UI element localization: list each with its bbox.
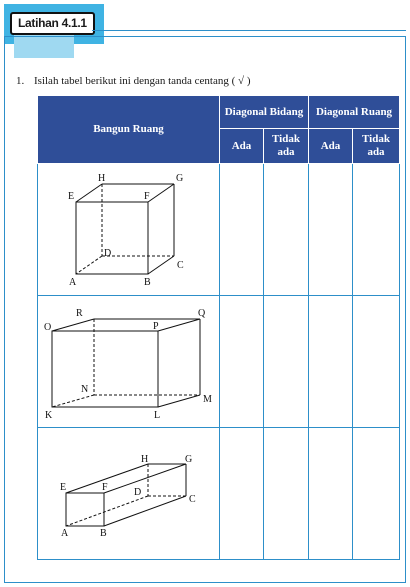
figure-cell-cube (38, 164, 220, 296)
table-row (38, 428, 400, 560)
cube-figure (38, 164, 220, 295)
vertex-label-A: A (61, 528, 69, 539)
prism-figure (38, 428, 220, 559)
header-bidang-ada: Ada (220, 129, 264, 164)
vertex-label-M: M (203, 394, 212, 405)
header-diagonal-ruang: Diagonal Ruang (309, 96, 400, 129)
cell-bidang-ada[interactable] (220, 296, 264, 428)
vertex-label-D: D (134, 487, 142, 498)
cell-ruang-tidak-ada[interactable] (353, 164, 400, 296)
vertex-label-B: B (144, 277, 151, 288)
table-row (38, 164, 400, 296)
vertex-label-C: C (177, 260, 184, 271)
vertex-label-N: N (81, 384, 89, 395)
header-rule (92, 30, 406, 31)
vertex-label-H: H (141, 454, 149, 465)
section-badge: Latihan 4.1.1 (10, 12, 95, 35)
cell-ruang-ada[interactable] (309, 164, 353, 296)
cell-bidang-ada[interactable] (220, 164, 264, 296)
vertex-label-O: O (44, 322, 52, 333)
cell-ruang-ada[interactable] (309, 428, 353, 560)
vertex-label-C: C (189, 494, 196, 505)
vertex-label-F: F (144, 191, 150, 202)
cell-bidang-tidak-ada[interactable] (264, 164, 309, 296)
header-ruang-tidak-ada: Tidak ada (353, 129, 400, 164)
header-bangun-ruang: Bangun Ruang (38, 96, 220, 164)
exercise-table (37, 95, 400, 560)
vertex-label-P: P (153, 321, 159, 332)
cuboid-figure (38, 296, 220, 427)
vertex-label-G: G (176, 173, 184, 184)
vertex-label-B: B (100, 528, 107, 539)
vertex-label-A: A (69, 277, 77, 288)
vertex-label-F: F (102, 482, 108, 493)
instruction-text: Isilah tabel berikut ini dengan tanda centang ( √ ) (34, 75, 251, 87)
cell-bidang-ada[interactable] (220, 428, 264, 560)
vertex-label-R: R (76, 308, 83, 319)
cell-ruang-ada[interactable] (309, 296, 353, 428)
cell-bidang-tidak-ada[interactable] (264, 428, 309, 560)
table-row (38, 296, 400, 428)
header-diagonal-bidang: Diagonal Bidang (220, 96, 309, 129)
vertex-label-K: K (45, 410, 53, 421)
vertex-label-E: E (60, 482, 67, 493)
figure-cell-cuboid (38, 296, 220, 428)
cell-ruang-tidak-ada[interactable] (353, 296, 400, 428)
cell-bidang-tidak-ada[interactable] (264, 296, 309, 428)
vertex-label-L: L (154, 410, 161, 421)
instruction-number: 1. (16, 75, 25, 87)
vertex-label-G: G (185, 454, 193, 465)
vertex-label-D: D (104, 248, 112, 259)
instruction (16, 75, 251, 87)
vertex-label-E: E (68, 191, 75, 202)
vertex-label-Q: Q (198, 308, 206, 319)
cell-ruang-tidak-ada[interactable] (353, 428, 400, 560)
vertex-label-H: H (98, 173, 106, 184)
header-ruang-ada: Ada (309, 129, 353, 164)
header-bidang-tidak-ada: Tidak ada (264, 129, 309, 164)
figure-cell-prism (38, 428, 220, 560)
